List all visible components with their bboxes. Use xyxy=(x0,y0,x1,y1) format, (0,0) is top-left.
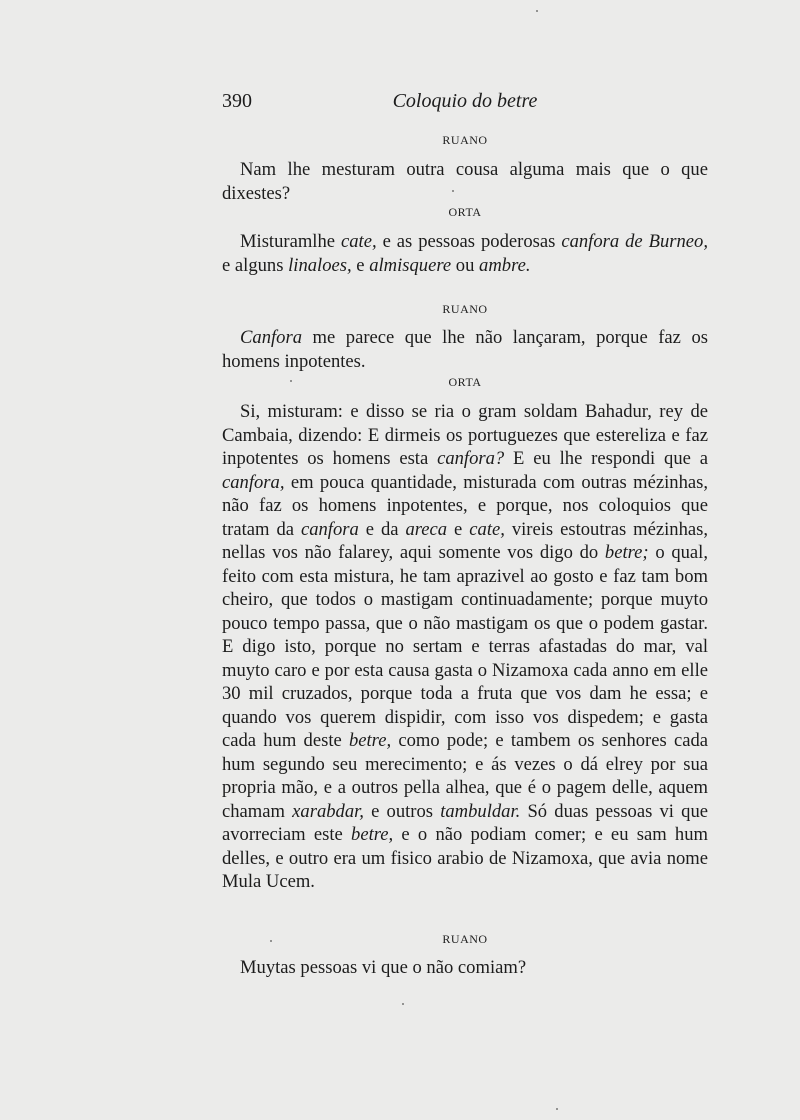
paper-speck xyxy=(556,1108,558,1110)
dialogue-paragraph: Misturamlhe cate, e as pessoas poderosas canfora de Burneo, e alguns linaloes, e almisquere ou ambre. xyxy=(222,231,709,276)
speaker-label: ORTA xyxy=(448,205,482,219)
dialogue-paragraph: Muytas pessoas vi que o não comiam? xyxy=(240,957,527,978)
page-header xyxy=(222,90,708,116)
running-title: Coloquio do betre xyxy=(392,90,538,112)
paper-speck xyxy=(402,1003,404,1005)
speaker-label: RUANO xyxy=(442,133,488,147)
paper-speck xyxy=(290,380,292,382)
paper-speck xyxy=(536,10,538,12)
speaker-label: ORTA xyxy=(448,375,482,389)
dialogue-paragraph: Nam lhe mesturam outra cousa alguma mais que o que dixestes? xyxy=(222,159,708,204)
speaker-label: RUANO xyxy=(442,932,488,946)
page-number: 390 xyxy=(222,90,252,112)
dialogue-paragraph: Canfora me parece que lhe não lançaram, porque faz os homens inpotentes. xyxy=(222,327,708,372)
paper-speck xyxy=(452,190,454,192)
speaker-label: RUANO xyxy=(442,302,488,316)
paper-speck xyxy=(270,940,272,942)
dialogue-paragraph: Si, misturam: e disso se ria o gram soldam Bahadur, rey de Cambaia, dizendo: E dirmeis os portuguezes que estereliza e faz inpotentes os homens esta canfora? E eu lhe respondi que a canfora, em pouca quantidade, misturada com outras mézinhas, não faz os homens inpotentes, e porque, nos coloquios que tratam da canfora e da areca e cate, vireis estoutras mézinhas, nellas vos não falarey, aqui somente vos digo do betre; o qual, feito com esta mistura, he tam aprazivel ao gosto e faz tam bom cheiro, que todos o mastigam continuadamente; porque muyto pouco tempo passa, que o não mastigam os que o podem gastar. E digo isto, porque no sertam e terras afastadas do mar, val muyto caro e por esta causa gasta o Nizamoxa cada anno em elle 30 mil cruzados, porque toda a fruta que vos dam he essa; e quando vos querem dispidir, com isso vos dispedem; e gasta cada hum deste betre, como pode; e tambem os senhores cada hum segundo seu merecimento; e ás vezes o dá elrey por sua propria mão, e a outros pella alhea, que é o pagem delle, aquem chamam xarabdar, e outros tambuldar. Só duas pessoas vi que avorreciam este betre, e o não podiam comer; e eu sam hum delles, e outro era um fisico arabio de Nizamoxa, que avia nome Mula Ucem. xyxy=(222,401,709,892)
